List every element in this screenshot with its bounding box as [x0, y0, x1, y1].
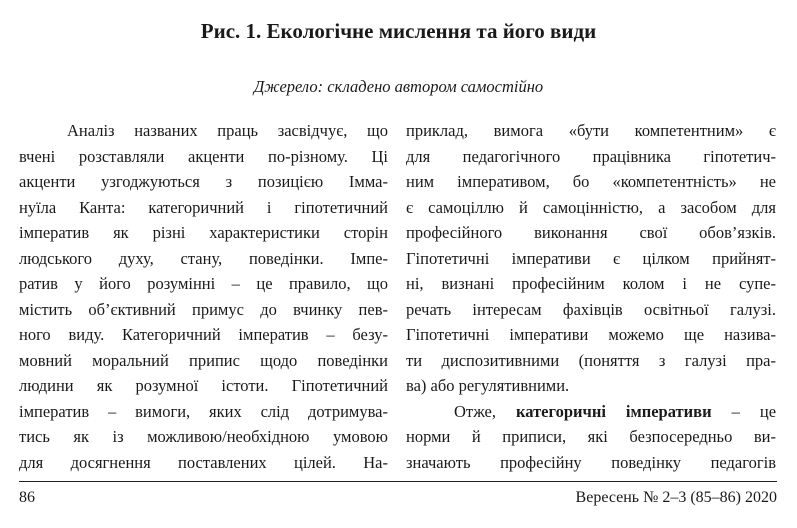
page-number: 86 — [19, 489, 35, 506]
text-line: Аналіз названих праць засвідчує, що — [67, 121, 388, 140]
figure-source: Джерело: складено автором самостійно — [253, 77, 544, 96]
text-fragment: Отже, — [454, 401, 496, 421]
text-line: імператив як різні характеристики сторін — [19, 223, 388, 242]
text-line: ратив у його розумінні – це правило, що — [19, 274, 388, 293]
text-line: ва) або регулятивними. — [406, 376, 570, 395]
text-line: мовний моральний припис щодо поведінки — [19, 350, 388, 370]
text-line: імператив – вимоги, яких слід дотримува- — [19, 401, 388, 421]
emphasis-term: категоричні імперативи — [515, 401, 712, 421]
text-line: є самоціллю й самоцінністю, а засобом для — [406, 197, 776, 217]
text-line: людини як розумної істоти. Гіпотетичний — [19, 376, 388, 395]
text-line: приклад, вимога «бути компетентним» є — [406, 121, 776, 140]
text-line: Гіпотетичні імперативи можемо ще назива- — [406, 325, 776, 344]
text-line: значають професійну поведінку педагогів — [406, 452, 776, 472]
text-line: речать інтересам фахівців освітньої галузі. — [406, 299, 776, 319]
issue-info: Вересень № 2–3 (85–86) 2020 — [575, 489, 777, 506]
text-line: ти диспозитивними (поняття з галузі пра- — [406, 350, 776, 370]
text-line: для педагогічного працівника гіпотетич- — [406, 146, 776, 166]
text-line: для досягнення поставлених цілей. На- — [19, 452, 388, 472]
text-line: містить об’єктивний примус до вчинку пев- — [19, 299, 388, 319]
footer-divider — [19, 481, 777, 482]
text-fragment: – це — [731, 401, 777, 421]
text-line: акценти узгоджуються з позицією Імма- — [19, 172, 388, 191]
text-line: ним імперативом, бо «компетентність» не — [406, 172, 776, 191]
text-line: вчені розставляли акценти по-різному. Ці — [19, 146, 388, 166]
text-line: нуїла Канта: категоричний і гіпотетичний — [19, 197, 388, 217]
text-line: тись як із можливою/необхідною умовою — [19, 427, 388, 446]
text-line: професійного виконання свої обов’язків. — [406, 223, 776, 242]
text-line: ного виду. Категоричний імператив – безу- — [19, 325, 388, 344]
text-line: ні, визнані професійним колом і не супе- — [406, 274, 776, 293]
left-column — [19, 118, 388, 475]
right-column — [406, 118, 776, 475]
figure-title: Рис. 1. Екологічне мислення та його види — [200, 19, 597, 43]
text-line: норми й приписи, які безпосередньо ви- — [406, 427, 776, 446]
text-line: людського духу, стану, поведінки. Імпе- — [19, 248, 388, 268]
text-line: Гіпотетичні імперативи є цілком прийнят- — [406, 248, 776, 268]
text-line-with-emphasis — [406, 399, 776, 425]
